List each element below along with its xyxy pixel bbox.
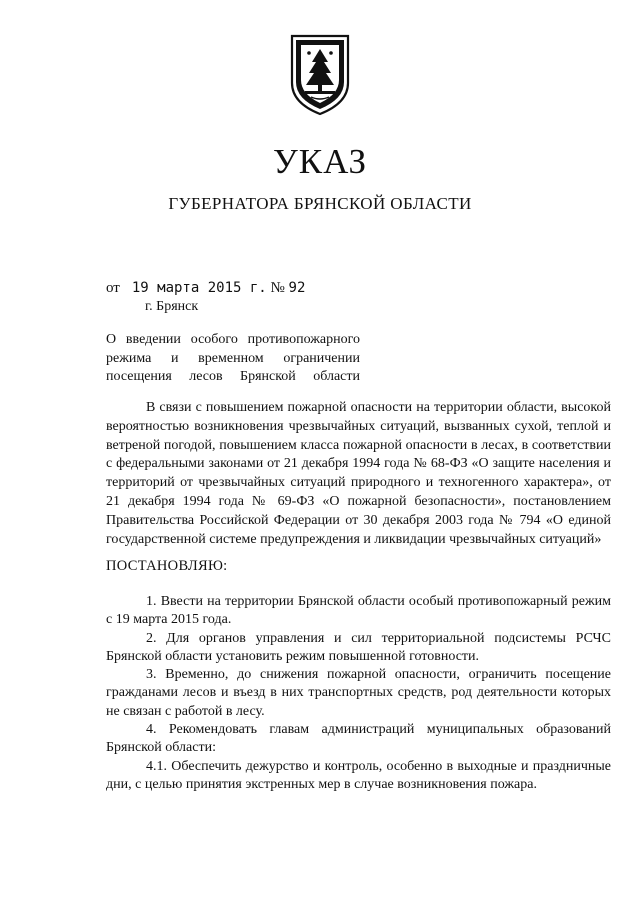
decree-items <box>106 593 611 794</box>
decree-item: 4.1. Обеспечить дежурство и контроль, особенно в выходные и праздничные дни, с целью принятия экстренных мер в случае возникновения пожара. <box>106 758 611 792</box>
decree-item: 1. Ввести на территории Брянской области особый противопожарный режим с 19 марта 2015 года. <box>106 594 611 628</box>
number-sign: № <box>270 280 285 296</box>
document-number: 92 <box>288 280 306 296</box>
coat-of-arms-icon <box>289 33 351 117</box>
document-title: УКАЗ <box>272 142 368 181</box>
preamble-paragraph: В связи с повышением пожарной опасности на территории области, высокой вероятностью возникновения чрезвычайных ситуаций, вызванных сухой, теплой и ветреной погодой, повышением класса пожарной опасности в лесах, в соответствии с федеральными законами от 21 декабря 1994 года № 68-ФЗ «О защите населения и территорий от чрезвычайных ситуаций природного и техногенного характера», от 21 декабря 1994 года № 69-ФЗ «О пожарной безопасности», постановлением Правительства Российской Федерации от 30 декабря 2003 года № 794 «О единой государственной системе предупреждения и ликвидации чрезвычайных ситуаций» <box>106 400 611 547</box>
decree-item: 4. Рекомендовать главам администраций муниципальных образований Брянской области: <box>106 722 611 756</box>
decree-item: 3. Временно, до снижения пожарной опасности, ограничить посещение гражданами лесов и въезд в них транспортных средств, род деятельности которых не связан с работой в лесу. <box>106 667 611 719</box>
decree-word: ПОСТАНОВЛЯЮ: <box>106 558 228 574</box>
city: г. Брянск <box>145 299 199 314</box>
document-subject: О введении особого противопожарного режима и временном ограничении посещения лесов Брянской области <box>106 332 360 384</box>
decree-item: 2. Для органов управления и сил территориальной подсистемы РСЧС Брянской области установить режим повышенной готовности. <box>106 630 611 664</box>
date-number-line <box>106 279 305 297</box>
date-value: 19 марта 2015 г. <box>131 280 267 296</box>
document-subtitle: ГУБЕРНАТОРА БРЯНСКОЙ ОБЛАСТИ <box>168 194 472 213</box>
date-prefix: от <box>106 280 120 296</box>
